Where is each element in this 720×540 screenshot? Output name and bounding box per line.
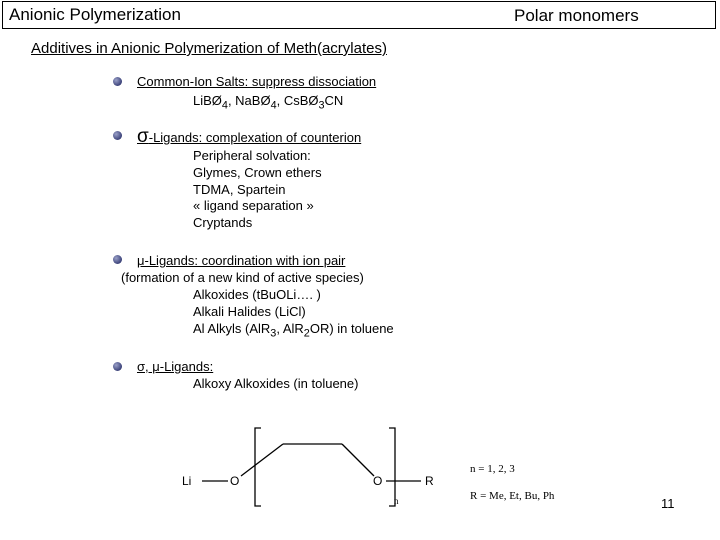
item-3-line: Alkali Halides (LiCl) (193, 304, 306, 319)
item-3-line: Alkoxides (tBuOLi…. ) (193, 287, 321, 302)
item-2-line: TDMA, Spartein (193, 182, 286, 197)
bullet-icon (113, 131, 122, 140)
item-2-line: « ligand separation » (193, 198, 314, 213)
item-2-heading: σ-Ligands: complexation of counterion (137, 126, 362, 147)
chemical-structure (175, 420, 575, 520)
item-4-line: Alkoxy Alkoxides (in toluene) (193, 376, 359, 391)
item-3-heading: μ-Ligands: coordination with ion pair (137, 253, 346, 268)
bullet-icon (113, 362, 122, 371)
item-2-line: Peripheral solvation: (193, 148, 311, 163)
slide-topic: Polar monomers (514, 6, 639, 25)
item-2-line: Glymes, Crown ethers (193, 165, 322, 180)
oxygen-label-1: O (230, 474, 240, 488)
bullet-icon (113, 77, 122, 86)
item-4-heading: σ, μ-Ligands: (137, 359, 214, 374)
item-1-formula: LiBØ$_4$, NaBØ$_4$, CsBØ$_3$CN (193, 93, 344, 112)
oxygen-label-2: O (373, 474, 383, 488)
page-number: 11 (661, 496, 675, 511)
n-values: n = 1, 2, 3 (470, 463, 515, 475)
slide-title: Anionic Polymerization (9, 5, 181, 24)
section-heading: Additives in Anionic Polymerization of Meth(acrylates) (31, 40, 387, 57)
item-3-note: (formation of a new kind of active species) (121, 270, 364, 285)
item-2-line: Cryptands (193, 215, 253, 230)
bullet-icon (113, 255, 122, 264)
lithium-label: Li (182, 474, 192, 488)
item-3-formula: Al Alkyls (AlR$_3$, AlR$_2$OR) in toluene (193, 321, 394, 340)
title-bar (2, 1, 716, 29)
r-values: R = Me, Et, Bu, Ph (470, 490, 555, 502)
repeat-unit-label: n (394, 496, 399, 506)
item-1-heading: Common-Ion Salts: suppress dissociation (137, 74, 377, 89)
r-group-label: R (425, 474, 434, 488)
